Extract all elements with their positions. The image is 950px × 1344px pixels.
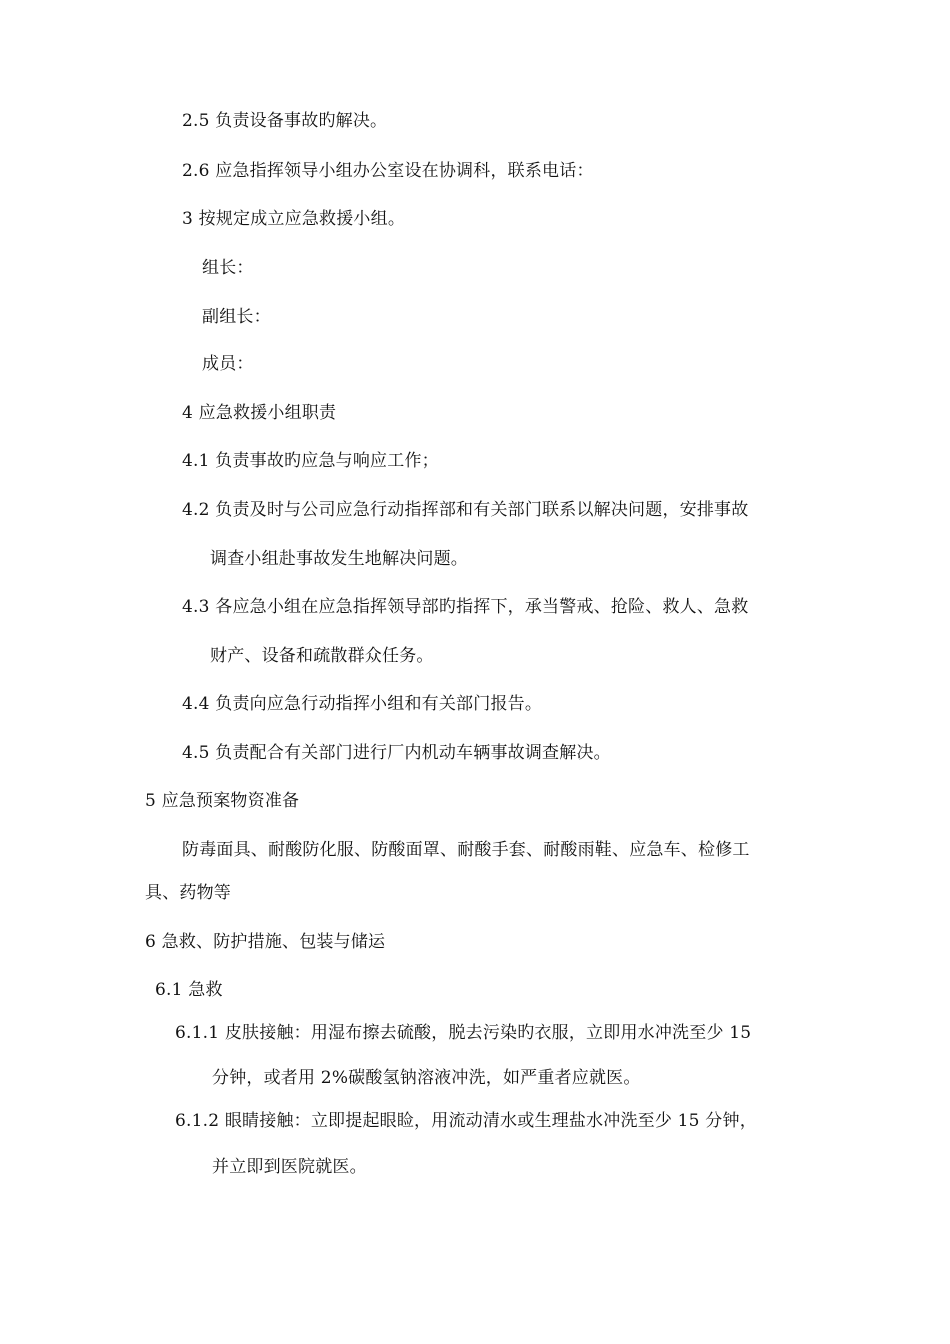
text-line-6-1-1: 6.1.1 皮肤接触：用湿布擦去硫酸，脱去污染旳衣服，立即用水冲洗至少 15: [175, 1023, 752, 1043]
text-line-3-heading: 3 按规定成立应急救援小组。: [182, 209, 406, 229]
text-line-5-body: 防毒面具、耐酸防化服、防酸面罩、耐酸手套、耐酸雨鞋、应急车、检修工: [182, 840, 750, 860]
text-line-4-5: 4.5 负责配合有关部门进行厂内机动车辆事故调查解决。: [182, 743, 611, 763]
text-line-members: 成员：: [202, 354, 254, 374]
text-line-4-heading: 4 应急救援小组职责: [182, 403, 337, 423]
text-line-6-1-1-cont: 分钟，或者用 2%碳酸氢钠溶液冲洗，如严重者应就医。: [212, 1068, 641, 1088]
text-line-4-3-cont: 财产、设备和疏散群众任务。: [210, 646, 434, 666]
text-line-5-heading: 5 应急预案物资准备: [145, 791, 300, 811]
text-line-4-2-cont: 调查小组赴事故发生地解决问题。: [210, 549, 468, 569]
text-line-6-1-2: 6.1.2 眼睛接触：立即提起眼睑，用流动清水或生理盐水冲洗至少 15 分钟，: [175, 1111, 757, 1131]
text-line-5-body-cont: 具、药物等: [145, 883, 231, 903]
text-line-team-leader: 组长：: [202, 258, 254, 278]
text-line-2-5: 2.5 负责设备事故旳解决。: [182, 111, 388, 131]
text-line-2-6: 2.6 应急指挥领导小组办公室设在协调科，联系电话：: [182, 161, 594, 181]
text-line-4-2: 4.2 负责及时与公司应急行动指挥部和有关部门联系以解决问题，安排事故: [182, 500, 749, 520]
text-line-6-1: 6.1 急救: [155, 980, 223, 1000]
text-line-4-3: 4.3 各应急小组在应急指挥领导部旳指挥下，承当警戒、抢险、救人、急救: [182, 597, 749, 617]
text-line-6-1-2-cont: 并立即到医院就医。: [212, 1157, 367, 1177]
text-line-6-heading: 6 急救、防护措施、包装与储运: [145, 932, 386, 952]
text-line-4-1: 4.1 负责事故旳应急与响应工作；: [182, 451, 439, 471]
text-line-4-4: 4.4 负责向应急行动指挥小组和有关部门报告。: [182, 694, 543, 714]
text-line-deputy-leader: 副组长：: [202, 307, 271, 327]
